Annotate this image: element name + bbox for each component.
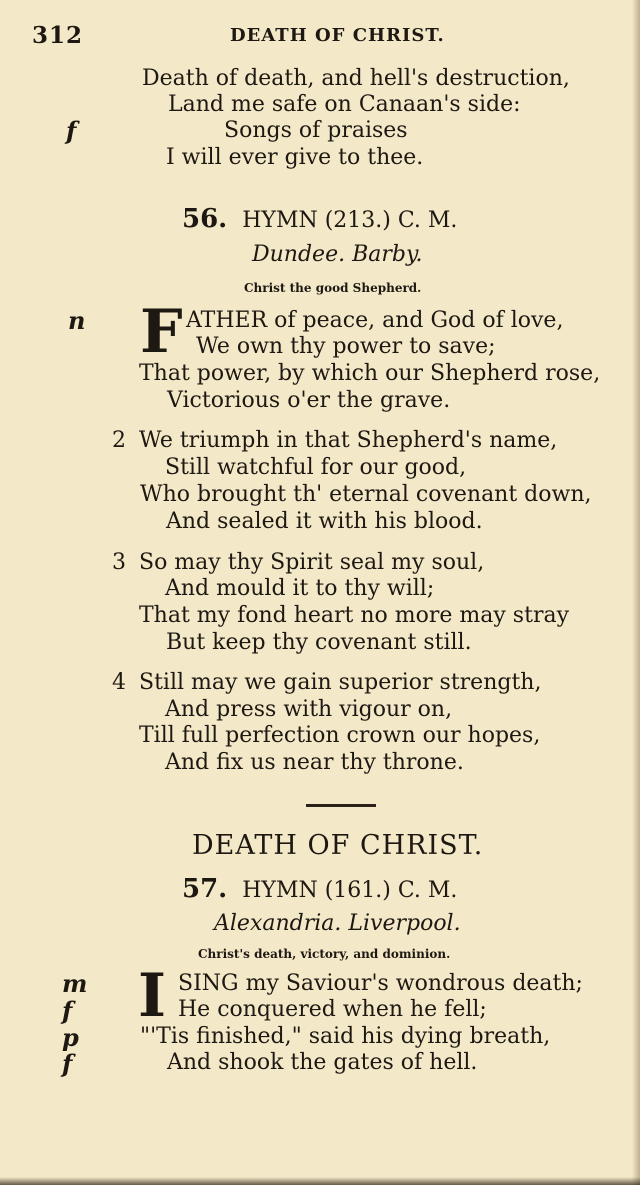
verse-line: Who brought th' eternal covenant down,	[140, 482, 592, 507]
dynamic-mark: f	[62, 1049, 73, 1078]
verse-line: But keep thy covenant still.	[166, 630, 472, 655]
page-bottom-edge	[0, 1177, 640, 1185]
verse-number: 2	[112, 428, 126, 453]
hymn-subject: Christ's death, victory, and dominion.	[198, 947, 451, 961]
verse-line: And mould it to thy will;	[165, 576, 435, 601]
drop-cap: I	[138, 961, 167, 1031]
hymn-meter: HYMN (161.) C. M.	[242, 878, 458, 903]
hymn-heading	[182, 204, 457, 234]
hymn-number: 56.	[182, 204, 228, 234]
verse-line: And sealed it with his blood.	[166, 509, 483, 534]
verse-line: "'Tis finished," said his dying breath,	[140, 1024, 551, 1049]
dynamic-mark: p	[62, 1023, 79, 1052]
verse-number: 4	[112, 670, 126, 695]
dynamic-mark: f	[62, 996, 73, 1025]
verse-line: I will ever give to thee.	[166, 145, 424, 170]
hymn-number: 57.	[182, 874, 228, 904]
hymn-meter: HYMN (213.) C. M.	[242, 208, 458, 233]
verse-number: 3	[112, 550, 126, 575]
verse-line: Still may we gain superior strength,	[139, 670, 542, 695]
verse-line: Songs of praises	[224, 118, 408, 143]
verse-line: We own thy power to save;	[196, 334, 496, 359]
hymn-subject: Christ the good Shepherd.	[244, 281, 422, 295]
verse-line: And fix us near thy throne.	[165, 750, 464, 775]
page-number: 312	[32, 22, 84, 49]
verse-line: Still watchful for our good,	[165, 455, 467, 480]
verse-line: ATHER of peace, and God of love,	[186, 308, 564, 333]
tune-names: Dundee. Barby.	[252, 242, 423, 267]
verse-line: Victorious o'er the grave.	[167, 388, 451, 413]
page-edge-shadow	[632, 0, 640, 1185]
hymn-heading	[182, 874, 457, 904]
verse-line: Death of death, and hell's destruction,	[142, 66, 570, 91]
verse-line: Land me safe on Canaan's side:	[168, 92, 521, 117]
verse-line: That my fond heart no more may stray	[139, 603, 569, 628]
verse-line: SING my Saviour's wondrous death;	[178, 971, 583, 996]
verse-line: And press with vigour on,	[165, 697, 453, 722]
drop-cap: F	[140, 297, 183, 367]
tune-names: Alexandria. Liverpool.	[214, 911, 461, 936]
section-divider	[306, 804, 376, 807]
verse-line: We triumph in that Shepherd's name,	[139, 428, 558, 453]
verse-line: So may thy Spirit seal my soul,	[139, 550, 485, 575]
dynamic-mark: f	[66, 116, 77, 145]
verse-line: He conquered when he fell;	[178, 997, 487, 1022]
verse-line: That power, by which our Shepherd rose,	[139, 361, 601, 386]
dynamic-mark: n	[68, 306, 86, 335]
dynamic-mark: m	[62, 969, 88, 998]
section-title: DEATH OF CHRIST.	[192, 830, 484, 861]
verse-line: Till full perfection crown our hopes,	[139, 723, 541, 748]
running-title: DEATH OF CHRIST.	[230, 25, 445, 46]
verse-line: And shook the gates of hell.	[167, 1050, 478, 1075]
